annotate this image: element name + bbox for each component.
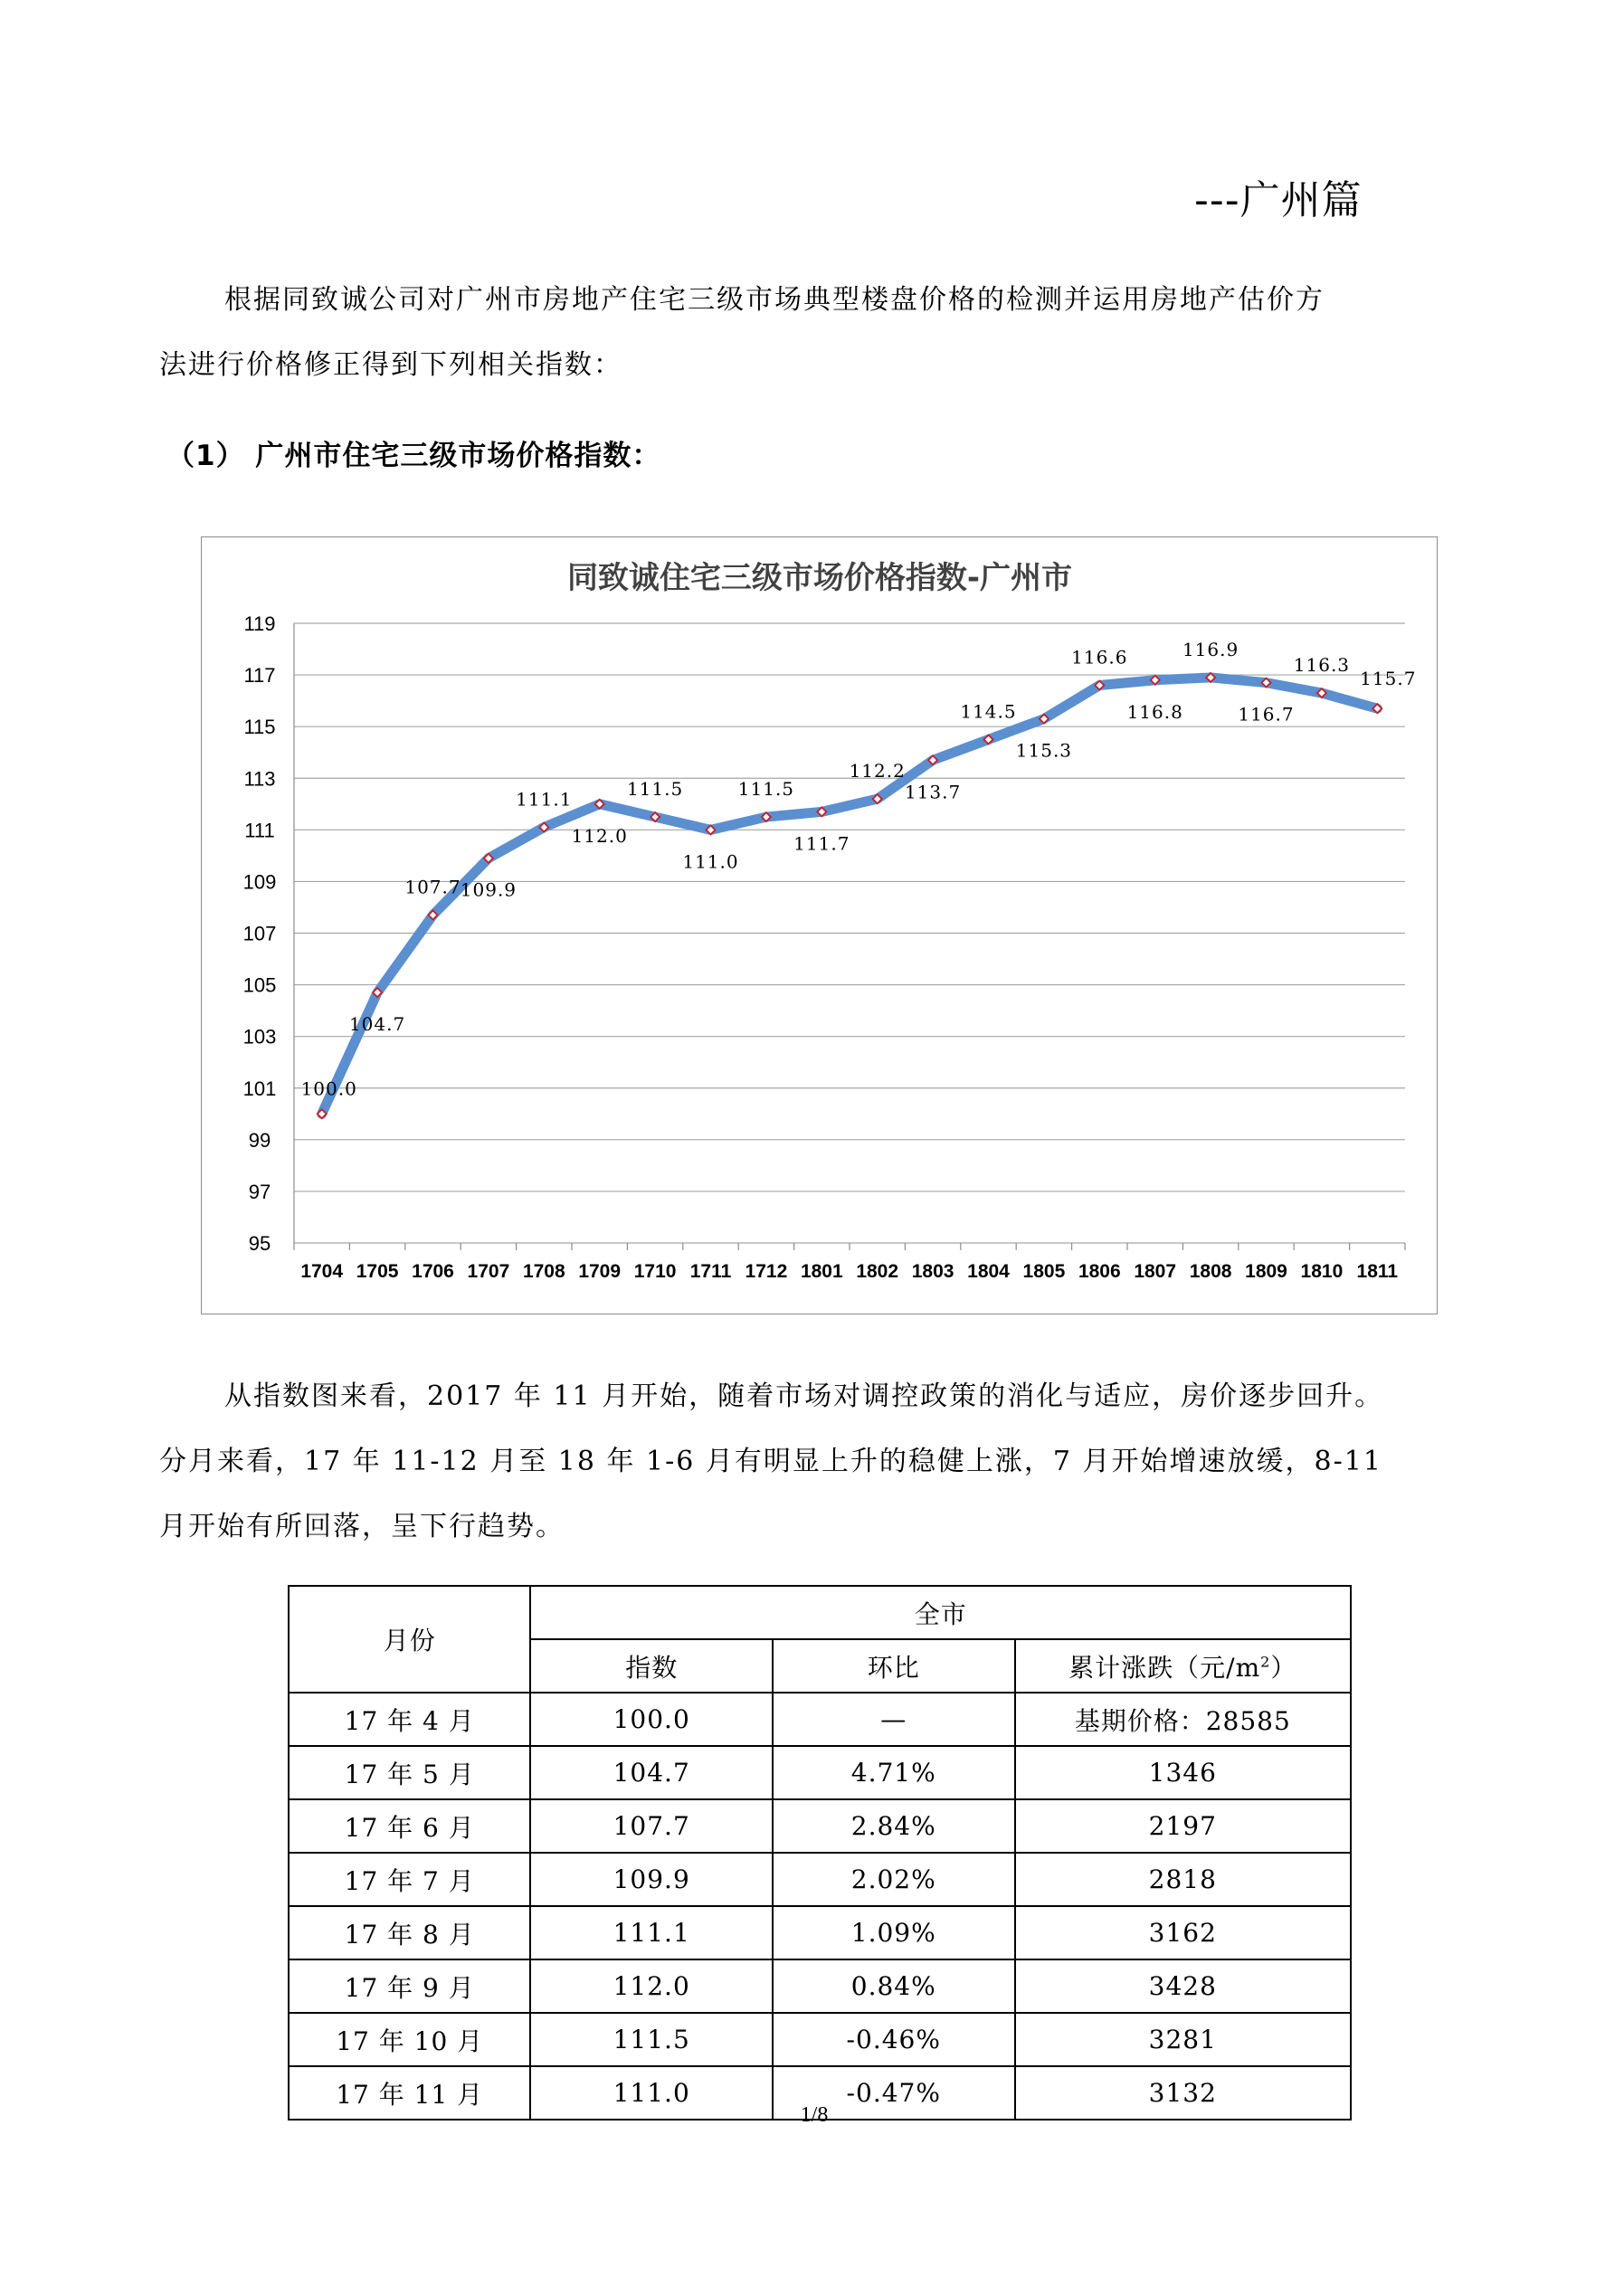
x-tick-label: 1811 bbox=[1356, 1261, 1399, 1282]
table-row bbox=[289, 1746, 1351, 1799]
table-row bbox=[289, 1959, 1351, 2013]
data-label: 116.8 bbox=[1126, 700, 1183, 723]
mom-cell: — bbox=[773, 1693, 1015, 1746]
x-tick-label: 1711 bbox=[689, 1261, 732, 1282]
mom-cell: -0.46% bbox=[773, 2013, 1015, 2066]
index-cell: 100.0 bbox=[530, 1693, 773, 1746]
cumulative-cell: 3281 bbox=[1015, 2013, 1351, 2066]
cumulative-cell: 3162 bbox=[1015, 1906, 1351, 1959]
month-cell: 17 年 6 月 bbox=[289, 1799, 530, 1853]
page-heading: ---广州篇 bbox=[1194, 177, 1363, 223]
index-cell: 111.0 bbox=[530, 2066, 773, 2120]
cumulative-cell: 3132 bbox=[1015, 2066, 1351, 2120]
index-cell: 111.5 bbox=[530, 2013, 773, 2066]
analysis-line: 月开始有所回落，呈下行趋势。 bbox=[159, 1511, 565, 1542]
cumulative-header bbox=[1015, 1639, 1351, 1693]
month-cell: 17 年 9 月 bbox=[289, 1959, 530, 2013]
month-cell: 17 年 8 月 bbox=[289, 1906, 530, 1959]
intro-line-text: 根据同致诚公司对广州市房地产住宅三级市场典型楼盘价格的检测并运用房地产估价方 bbox=[224, 284, 1325, 316]
price-table bbox=[288, 1585, 1352, 2120]
data-label: 113.7 bbox=[904, 781, 962, 803]
intro-paragraph bbox=[159, 268, 1480, 398]
x-tick-label: 1707 bbox=[467, 1261, 510, 1282]
price-index-chart bbox=[201, 536, 1438, 1314]
y-tick-label: 101 bbox=[242, 1077, 277, 1100]
mom-cell: 4.71% bbox=[773, 1746, 1015, 1799]
x-tick-label: 1808 bbox=[1189, 1261, 1232, 1282]
x-tick-label: 1712 bbox=[745, 1261, 788, 1282]
analysis-line bbox=[159, 1364, 1480, 1429]
table-header-row bbox=[289, 1586, 1351, 1639]
data-label: 115.3 bbox=[1015, 739, 1073, 762]
cumulative-header-text: 累计涨跌（元/m bbox=[1068, 1652, 1261, 1683]
y-tick-label: 109 bbox=[242, 870, 277, 894]
x-tick-label: 1706 bbox=[412, 1261, 454, 1282]
data-label: 116.7 bbox=[1238, 703, 1295, 726]
data-label: 111.0 bbox=[682, 850, 739, 873]
index-cell: 104.7 bbox=[530, 1746, 773, 1799]
x-tick-label: 1801 bbox=[800, 1261, 843, 1282]
chart-canvas bbox=[202, 537, 1439, 1315]
index-cell: 109.9 bbox=[530, 1853, 773, 1906]
data-label: 104.7 bbox=[348, 1013, 406, 1036]
data-label: 116.6 bbox=[1071, 646, 1128, 669]
table-row bbox=[289, 1906, 1351, 1959]
cumulative-cell: 2818 bbox=[1015, 1853, 1351, 1906]
data-label: 109.9 bbox=[460, 878, 518, 901]
cumulative-header-close: ） bbox=[1270, 1652, 1297, 1683]
x-tick-label: 1806 bbox=[1078, 1261, 1121, 1282]
data-label: 111.1 bbox=[516, 788, 573, 811]
table-body bbox=[289, 1693, 1351, 2120]
mom-header: 环比 bbox=[773, 1639, 1015, 1693]
y-tick-label: 117 bbox=[243, 664, 276, 688]
mom-cell: 1.09% bbox=[773, 1906, 1015, 1959]
month-cell: 17 年 7 月 bbox=[289, 1853, 530, 1906]
x-tick-label: 1807 bbox=[1134, 1261, 1177, 1282]
x-tick-label: 1710 bbox=[633, 1261, 677, 1282]
intro-line bbox=[159, 268, 1480, 333]
x-tick-label: 1809 bbox=[1245, 1261, 1287, 1282]
mom-cell: -0.47% bbox=[773, 2066, 1015, 2120]
table-row bbox=[289, 1853, 1351, 1906]
section-title: （1） 广州市住宅三级市场价格指数： bbox=[166, 440, 661, 472]
analysis-paragraph bbox=[159, 1364, 1480, 1560]
mom-cell: 0.84% bbox=[773, 1959, 1015, 2013]
table-row bbox=[289, 2013, 1351, 2066]
cumulative-cell: 1346 bbox=[1015, 1746, 1351, 1799]
table-row bbox=[289, 1799, 1351, 1853]
y-tick-label: 99 bbox=[248, 1128, 271, 1152]
x-tick-label: 1704 bbox=[300, 1261, 344, 1282]
data-label: 111.5 bbox=[626, 778, 684, 801]
y-tick-label: 107 bbox=[242, 922, 277, 945]
cumulative-cell: 2197 bbox=[1015, 1799, 1351, 1853]
y-tick-label: 111 bbox=[244, 819, 275, 842]
x-tick-label: 1804 bbox=[967, 1261, 1010, 1282]
data-label: 111.5 bbox=[737, 778, 795, 801]
y-tick-label: 103 bbox=[242, 1025, 277, 1048]
index-header: 指数 bbox=[530, 1639, 773, 1693]
month-cell: 17 年 5 月 bbox=[289, 1746, 530, 1799]
x-tick-label: 1805 bbox=[1022, 1261, 1066, 1282]
y-tick-label: 119 bbox=[243, 612, 276, 635]
x-tick-label: 1810 bbox=[1300, 1261, 1344, 1282]
y-tick-label: 105 bbox=[242, 973, 277, 997]
cumulative-cell: 基期价格：28585 bbox=[1015, 1693, 1351, 1746]
page-number: 1/8 bbox=[800, 2103, 829, 2127]
index-cell: 107.7 bbox=[530, 1799, 773, 1853]
data-label: 116.9 bbox=[1182, 638, 1239, 660]
mom-cell: 2.84% bbox=[773, 1799, 1015, 1853]
chart-title: 同致诚住宅三级市场价格指数-广州市 bbox=[566, 560, 1073, 596]
intro-line: 法进行价格修正得到下列相关指数： bbox=[159, 349, 622, 381]
data-label: 111.7 bbox=[793, 832, 850, 855]
data-label: 112.0 bbox=[571, 824, 628, 847]
index-cell: 111.1 bbox=[530, 1906, 773, 1959]
data-label: 100.0 bbox=[300, 1077, 357, 1100]
data-label: 112.2 bbox=[849, 760, 906, 783]
x-tick-label: 1803 bbox=[911, 1261, 954, 1282]
data-label: 116.3 bbox=[1293, 654, 1351, 677]
index-cell: 112.0 bbox=[530, 1959, 773, 2013]
data-label: 114.5 bbox=[960, 700, 1017, 723]
cumulative-header-sup: 2 bbox=[1260, 1653, 1271, 1671]
x-tick-label: 1708 bbox=[522, 1261, 565, 1282]
y-tick-label: 95 bbox=[248, 1232, 271, 1255]
analysis-line-text: 从指数图来看，2017 年 11 月开始，随着市场对调控政策的消化与适应，房价逐步回升。 bbox=[224, 1380, 1384, 1412]
x-tick-label: 1705 bbox=[356, 1261, 399, 1282]
table-row bbox=[289, 1693, 1351, 1746]
data-label: 115.7 bbox=[1360, 668, 1417, 690]
x-tick-label: 1802 bbox=[856, 1261, 899, 1282]
mom-cell: 2.02% bbox=[773, 1853, 1015, 1906]
y-tick-label: 115 bbox=[243, 716, 276, 739]
cumulative-cell: 3428 bbox=[1015, 1959, 1351, 2013]
y-tick-label: 97 bbox=[248, 1180, 271, 1203]
month-cell: 17 年 11 月 bbox=[289, 2066, 530, 2120]
group-header: 全市 bbox=[530, 1586, 1351, 1639]
analysis-line: 分月来看，17 年 11-12 月至 18 年 1-6 月有明显上升的稳健上涨，7 月开始增速放缓，8-11 bbox=[159, 1446, 1382, 1477]
x-tick-label: 1709 bbox=[578, 1261, 622, 1282]
month-cell: 17 年 4 月 bbox=[289, 1693, 530, 1746]
y-tick-label: 113 bbox=[243, 767, 276, 791]
data-label: 107.7 bbox=[404, 876, 461, 898]
month-cell: 17 年 10 月 bbox=[289, 2013, 530, 2066]
month-header: 月份 bbox=[289, 1586, 530, 1693]
